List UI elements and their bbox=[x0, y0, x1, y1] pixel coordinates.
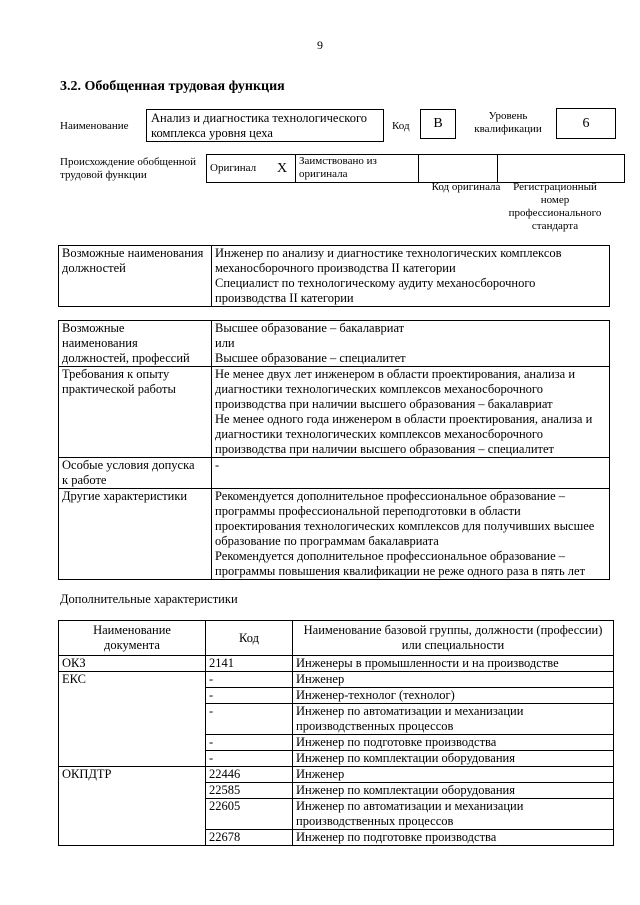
code-cell: 2141 bbox=[206, 656, 293, 672]
name-cell: Инженер по подготовке производства bbox=[293, 830, 614, 846]
positions-line: Инженер по анализу и диагностике технологических комплексов bbox=[215, 246, 562, 260]
level-value: 6 bbox=[582, 116, 590, 131]
name-value: Анализ и диагностика технологического комплекса уровня цеха bbox=[151, 111, 368, 140]
origin-borrowed-label: Заимствовано из оригинала bbox=[296, 155, 419, 183]
section-title: 3.2. Обобщенная трудовая функция bbox=[60, 79, 285, 94]
req-value-other: Рекомендуется дополнительное профессиональное образование – программы профессиональной переподготовки в области проектирования технологических комплексов для получивших высшее образование по программам бакалавриата Рекомендуется дополнительное профессиональное образование – программы повышения квалификации не реже одного раза в пять лет bbox=[212, 489, 610, 580]
name-cell: Инженер по автоматизации и механизации производственных процессов bbox=[293, 799, 614, 830]
code-cell: 22605 bbox=[206, 799, 293, 830]
req-label-special: Особые условия допуска к работе bbox=[59, 458, 212, 489]
origin-reg-cell bbox=[498, 155, 625, 183]
origin-table bbox=[206, 154, 625, 183]
additional-title: Дополнительные характеристики bbox=[60, 592, 238, 606]
req-label-other: Другие характеристики bbox=[59, 489, 212, 580]
positions-line: механосборочного производства II категории bbox=[215, 261, 456, 275]
code-original-label: Код оригинала bbox=[431, 181, 501, 193]
req-value-education: Высшее образование – бакалавриат или Высшее образование – специалитет bbox=[212, 321, 610, 367]
positions-label: Возможные наименования должностей bbox=[59, 246, 212, 307]
req-label-education: Возможные наименования должностей, профессий bbox=[59, 321, 212, 367]
additional-table bbox=[58, 620, 614, 846]
code-cell: - bbox=[206, 672, 293, 688]
code-cell: - bbox=[206, 751, 293, 767]
req-value-special: - bbox=[212, 458, 610, 489]
name-cell: Инженер по автоматизации и механизации производственных процессов bbox=[293, 704, 614, 735]
code-cell: 22446 bbox=[206, 767, 293, 783]
doc-okpdtr: ОКПДТР bbox=[59, 767, 206, 846]
name-cell: Инженер по подготовке производства bbox=[293, 735, 614, 751]
origin-original-label: Оригинал bbox=[207, 155, 270, 183]
name-cell: Инженеры в промышленности и на производстве bbox=[293, 656, 614, 672]
name-cell: Инженер bbox=[293, 672, 614, 688]
table-row bbox=[59, 672, 614, 688]
code-cell: 22585 bbox=[206, 783, 293, 799]
name-label: Наименование bbox=[60, 120, 129, 132]
positions-table bbox=[58, 245, 610, 307]
code-cell: - bbox=[206, 704, 293, 735]
code-cell: 22678 bbox=[206, 830, 293, 846]
code-value-box bbox=[420, 109, 456, 139]
origin-code-cell bbox=[419, 155, 498, 183]
code-cell: - bbox=[206, 688, 293, 704]
code-cell: - bbox=[206, 735, 293, 751]
level-label: Уровень квалификации bbox=[474, 110, 542, 135]
name-cell: Инженер bbox=[293, 767, 614, 783]
doc-okz: ОКЗ bbox=[59, 656, 206, 672]
header-doc: Наименование документа bbox=[59, 621, 206, 656]
origin-original-mark: X bbox=[269, 155, 296, 183]
code-label: Код bbox=[392, 120, 410, 132]
header-name: Наименование базовой группы, должности (профессии) или специальности bbox=[293, 621, 614, 656]
doc-eks: ЕКС bbox=[59, 672, 206, 767]
page-number: 9 bbox=[317, 38, 323, 52]
level-value-box bbox=[556, 108, 616, 139]
req-label-experience: Требования к опыту практической работы bbox=[59, 367, 212, 458]
positions-line: производства II категории bbox=[215, 291, 354, 305]
name-value-box bbox=[146, 109, 384, 142]
positions-values bbox=[212, 246, 610, 307]
name-cell: Инженер по комплектации оборудования bbox=[293, 783, 614, 799]
code-value: B bbox=[433, 116, 443, 131]
name-cell: Инженер по комплектации оборудования bbox=[293, 751, 614, 767]
requirements-table bbox=[58, 320, 610, 580]
header-code: Код bbox=[206, 621, 293, 656]
reg-number-label: Регистрационный номер профессионального стандарта bbox=[508, 181, 602, 232]
table-row bbox=[59, 767, 614, 783]
req-value-experience: Не менее двух лет инженером в области проектирования, анализа и диагностики технологических комплексов механосборочного производства при наличии высшего образования – бакалавриат Не менее одного года инженером в области проектирования, анализа и диагностики технологических комплексов механосборочного производства при наличии высшего образования – специалитет bbox=[212, 367, 610, 458]
name-cell: Инженер-технолог (технолог) bbox=[293, 688, 614, 704]
table-row bbox=[59, 656, 614, 672]
positions-line: Специалист по технологическому аудиту механосборочного bbox=[215, 276, 536, 290]
origin-label: Происхождение обобщенной трудовой функции bbox=[60, 156, 197, 181]
